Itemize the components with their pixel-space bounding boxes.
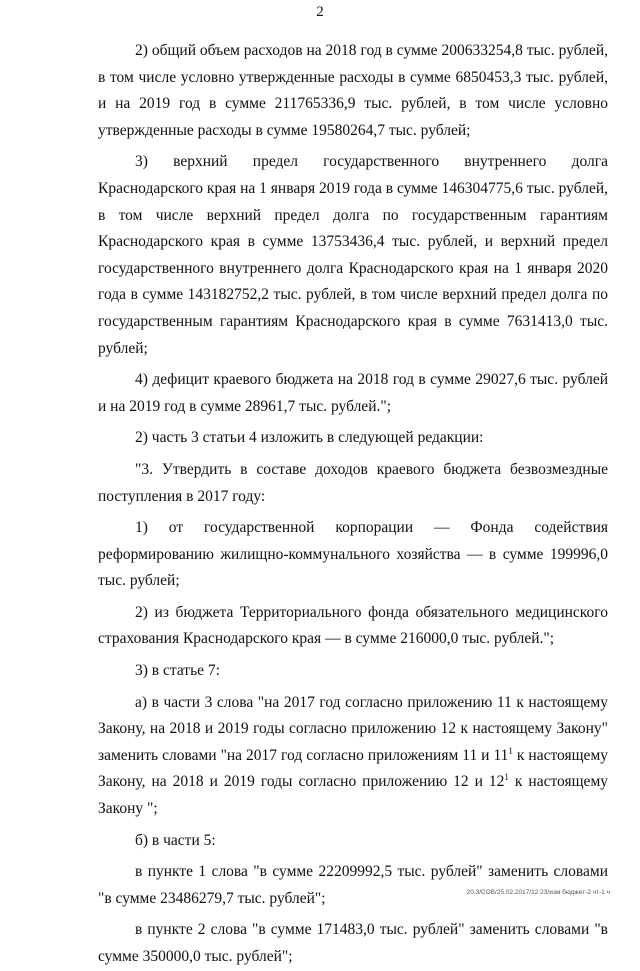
paragraph-article-7: 3) в статье 7: bbox=[135, 662, 220, 680]
paragraph-point-2: в пункте 2 слова "в сумме 171483,0 тыс. рублей" заменить словами "в сумме 350000,0 тыс. рублей"; bbox=[98, 921, 608, 965]
file-footer: 20.3/СОВ/25.02.2017/12:23/изм бюджет-2 чт-1 ч bbox=[466, 889, 610, 896]
amendment-text-a: а) в части 3 слова "на 2017 год согласно приложению 11 к настоящему Закону, на 2018 и 2019 годы согласно приложению 12 к настоящему Закону" заменить словами "на 2017 год согласно приложениям 11 и 11 bbox=[98, 693, 608, 764]
page-number: 2 bbox=[316, 4, 324, 20]
paragraph-point-1: в пункте 1 слова "в сумме 22209992,5 тыс. рублей" заменить словами "в сумме 23486279,7 тыс. рублей"; bbox=[98, 863, 608, 907]
paragraph-housing-fund: 1) от государственной корпорации — Фонда содействия реформированию жилищно-коммунального хозяйства — в сумме 199996,0 тыс. рублей; bbox=[98, 519, 608, 590]
paragraph-budget-deficit: 4) дефицит краевого бюджета на 2018 год в сумме 29027,6 тыс. рублей и на 2019 год в сумме 28961,7 тыс. рублей."; bbox=[98, 371, 608, 415]
superscript-appendix-11: 1 bbox=[508, 745, 513, 756]
paragraph-debt-limit: 3) верхний предел государственного внутреннего долга Краснодарского края на 1 января 2019 года в сумме 146304775,6 тыс. рублей, в том числе верхний предел долга по государственным гарантиям Краснодарского края в сумме 13753436,4 тыс. рублей, и верхний предел государственного внутреннего долга Краснодарского края на 1 января 2020 года в сумме 143182752,2 тыс. рублей, в том числе верхний предел долга по государственным гарантиям Краснодарского края в сумме 7631413,0 тыс. рублей; bbox=[98, 153, 608, 357]
paragraph-approve-revenues: "3. Утвердить в составе доходов краевого бюджета безвозмездные поступления в 2017 году: bbox=[98, 460, 608, 505]
amendment-text-b: к настоящему Закону, на 2018 и 2019 годы согласно приложению 12 и 12 bbox=[98, 746, 608, 791]
paragraph-medical-insurance-fund: 2) из бюджета Территориального фонда обязательного медицинского страхования Краснодарского края — в сумме 216000,0 тыс. рублей."; bbox=[98, 603, 608, 648]
document-body bbox=[98, 38, 608, 971]
paragraph-article-4-part-3: 2) часть 3 статьи 4 изложить в следующей редакции: bbox=[135, 429, 484, 447]
superscript-appendix-12: 1 bbox=[504, 772, 509, 783]
paragraph-total-expenses: 2) общий объем расходов на 2018 год в сумме 200633254,8 тыс. рублей, в том числе условно утвержденные расходы в сумме 6850453,3 тыс. рублей, и на 2019 год в сумме 211765336,9 тыс. рублей, в том числе условно утвержденные расходы в сумме 19580264,7 тыс. рублей; bbox=[98, 42, 608, 139]
amendment-text-c: к настоящему Закону "; bbox=[98, 773, 608, 818]
paragraph-part-5: б) в части 5: bbox=[135, 831, 216, 849]
paragraph-part-3-amendment bbox=[98, 690, 608, 823]
